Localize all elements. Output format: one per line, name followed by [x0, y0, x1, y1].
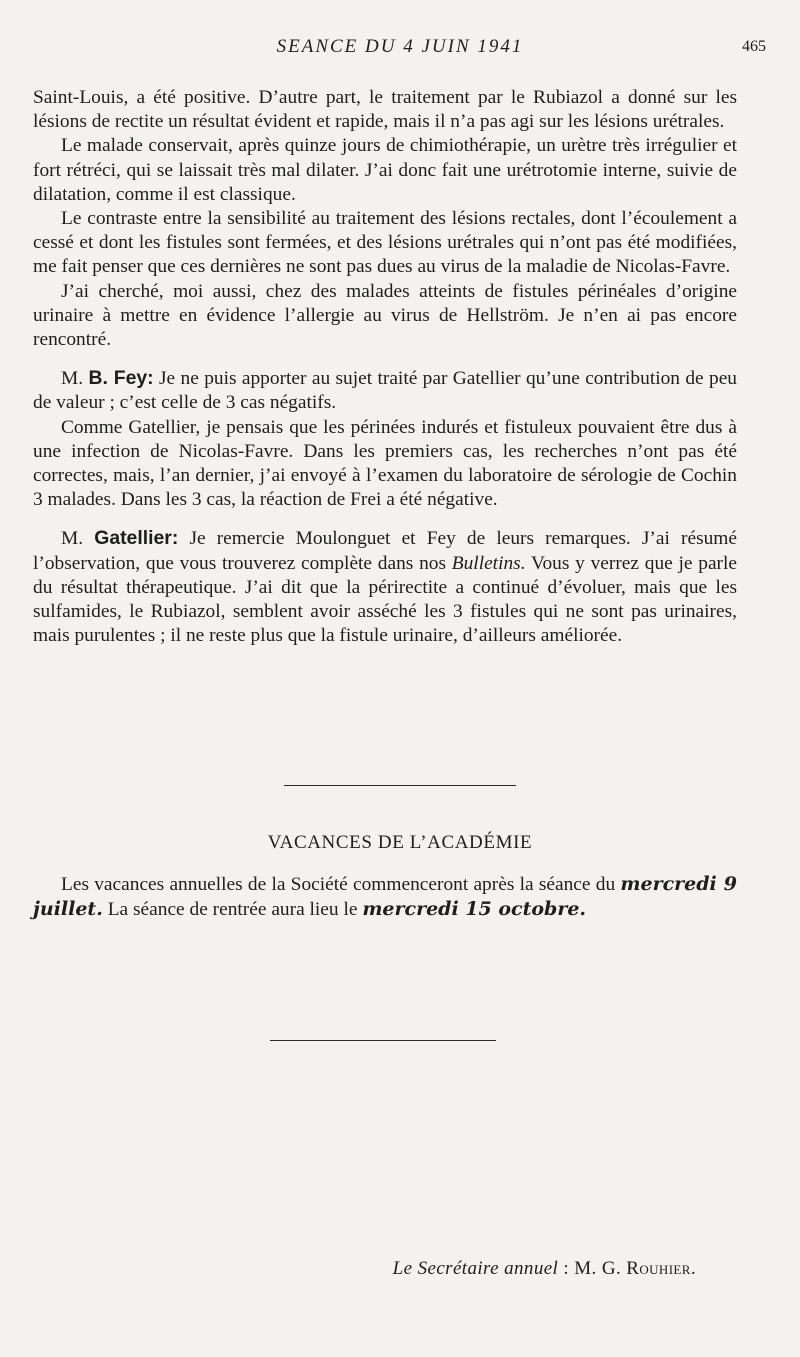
signature-label: Le Secrétaire annuel [392, 1258, 559, 1279]
vacances-text-a: Les vacances annuelles de la Société commenceront après la séance du [61, 874, 616, 895]
running-title: SEANCE DU 4 JUIN 1941 [276, 36, 524, 57]
speaker-name-gatellier: Gatellier: [94, 527, 179, 550]
paragraph-contrast: Le contraste entre la sensibilité au traitement des lésions rectales, dont l’écoulement a cessé et dont les fistules sont fermées, et des lésions urétrales qui n’ont pas été modifiées, me fait penser que ces dernières ne sont pas dues au virus de la maladie de Nicolas-Favre. [33, 208, 737, 278]
vacances-return-date: mercredi 15 octobre. [362, 898, 587, 921]
speaker-name-fey: B. Fey: [88, 367, 154, 390]
gatellier-reply-text-a: Je remercie Moulonguet et Fey de leurs remarques. J’ai résumé l’observation, que vous trouverez complète dans nos [33, 528, 737, 574]
vacances-text-b: La séance de rentrée aura lieu le [107, 899, 358, 921]
vacances-text [33, 872, 737, 922]
vacances-paragraph [33, 872, 737, 922]
paragraph-urethrotomy: Le malade conservait, après quinze jours de chimiothérapie, un urètre très irrégulier et fort rétréci, qui se laissait très mal dilater. J’ai donc fait une urétrotomie interne, suivie de dilatation, comme il est classique. [33, 135, 737, 205]
discussion-text [33, 86, 737, 648]
signature-separator: : [563, 1258, 570, 1279]
section-title: VACANCES DE L’ACADÉMIE [267, 832, 533, 853]
vacances-start-date: mercredi 9 juillet. [33, 873, 737, 921]
signature-name: M. G. Rouhier. [574, 1258, 696, 1279]
paragraph-continuation: Saint-Louis, a été positive. D’autre part, le traitement par le Rubiazol a donné sur les lésions de rectite un résultat évident et rapide, mais il n’a pas agi sur les lésions urétrales. [33, 87, 737, 133]
fey-remark-text: Je ne puis apporter au sujet traité par Gatellier qu’une contribution de peu de valeur ; c’est celle de 3 cas négatifs. [33, 368, 738, 414]
page-number: 465 [742, 38, 766, 55]
fey-remark [33, 366, 737, 415]
gatellier-reply [33, 526, 737, 648]
gatellier-reply-text-b: Vous y verrez que je parle du résultat thérapeutique. J’ai dit que la périrectite a continué d’évoluer, mais que les sulfamides, le Rubiazol, semblent avoir asséché les 3 fistules qui ne sont pas urinaires, mais purulentes ; il ne reste plus que la fistule urinaire, d’ailleurs améliorée. [33, 552, 737, 647]
speaker-prefix: M. [61, 528, 84, 550]
paragraph-allergy: J’ai cherché, moi aussi, chez des malades atteints de fistules périnéales d’origine urinaire à mettre en évidence l’allergie au virus de Hellström. Je n’en ai pas encore rencontré. [33, 280, 737, 351]
fey-remark-continued: Comme Gatellier, je pensais que les périnées indurés et fistuleux pouvaient être dus à une infection de Nicolas-Favre. Dans les premiers cas, les recherches n’ont pas été correctes, mais, l’an dernier, j’ai envoyé à l’examen du laboratoire de sérologie de Cochin 3 malades. Dans les 3 cas, la réaction de Frei a été négative. [33, 416, 737, 511]
section-divider [284, 785, 516, 786]
bulletins-title: Bulletins. [451, 552, 526, 574]
closing-divider [270, 1040, 496, 1041]
signature [393, 1258, 696, 1280]
speaker-prefix: M. [61, 368, 84, 390]
running-head [0, 36, 800, 64]
